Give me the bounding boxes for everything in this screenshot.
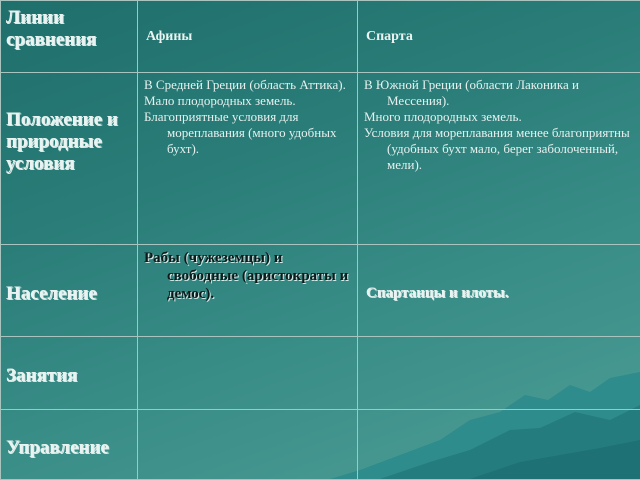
table-row [1, 1, 640, 73]
row-label-occupations: Занятия [1, 337, 138, 410]
sparta-occupations-cell [358, 337, 640, 410]
athens-header: Афины [138, 1, 358, 73]
row-label-population: Население [1, 245, 138, 337]
table-row [1, 410, 640, 480]
sparta-location-cell [358, 73, 640, 245]
list-item: Мало плодородных земель. [144, 93, 351, 109]
sparta-population-cell: Спартанцы и илоты. [358, 245, 640, 337]
sparta-header: Спарта [358, 1, 640, 73]
criteria-header: Линии сравнения [1, 1, 138, 73]
athens-occupations-cell [138, 337, 358, 410]
list-item: В Южной Греции (области Лаконика и Мессения). [364, 77, 634, 109]
list-item: Много плодородных земель. [364, 109, 634, 125]
list-item: В Средней Греции (область Аттика). [144, 77, 351, 93]
table-row [1, 245, 640, 337]
list-item: Рабы (чужеземцы) и свободные (аристократы и демос). [144, 249, 351, 303]
list-item: Условия для мореплавания менее благоприятны (удобных бухт мало, берег заболоченный, мели). [364, 125, 634, 173]
table-row [1, 337, 640, 410]
row-label-government: Управление [1, 410, 138, 480]
row-label-location: Положение и природные условия [1, 73, 138, 245]
list-item: Благоприятные условия для мореплавания (много удобных бухт). [144, 109, 351, 157]
athens-government-cell [138, 410, 358, 480]
athens-location-cell [138, 73, 358, 245]
table-row [1, 73, 640, 245]
athens-population-cell [138, 245, 358, 337]
sparta-government-cell [358, 410, 640, 480]
